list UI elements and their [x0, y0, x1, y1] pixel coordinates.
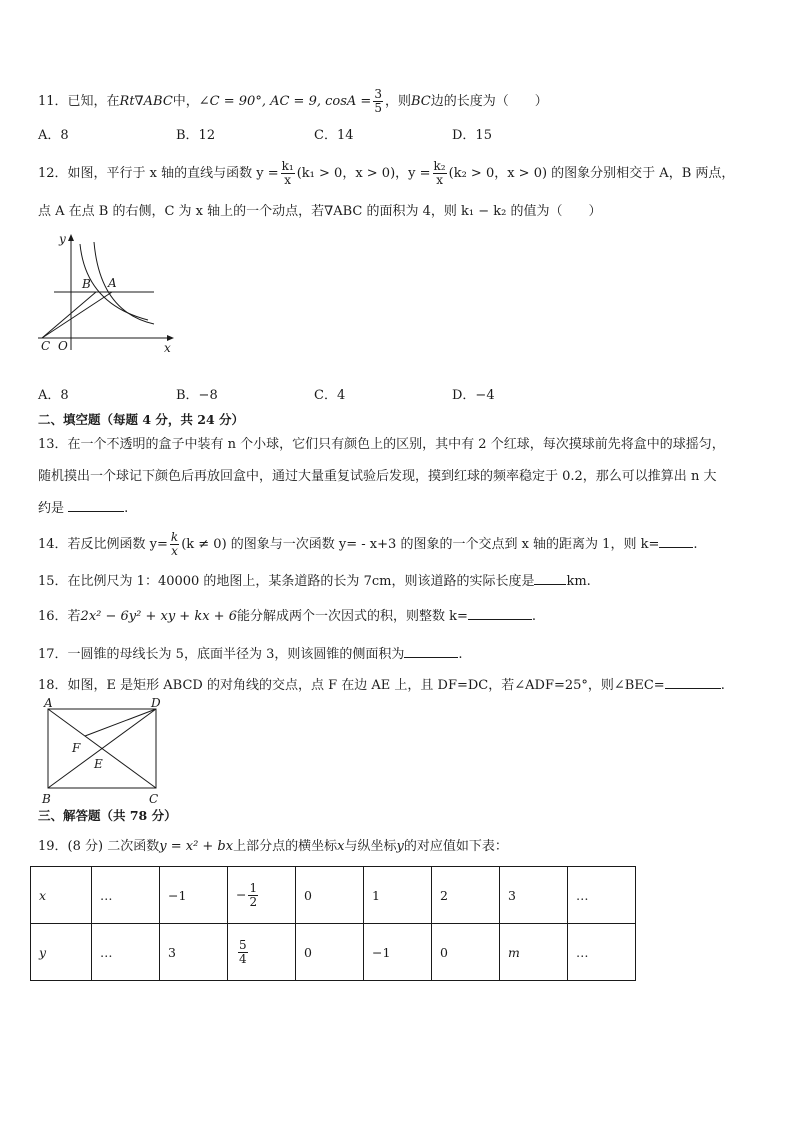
q12-fraction-2 [433, 160, 447, 187]
q17-end: . [458, 647, 463, 662]
q12-curve-k1 [94, 242, 154, 324]
q11-condition: ∠C = 90°, AC = 9, cosA = [198, 94, 372, 109]
q19-d: 的对应值如下表： [403, 839, 508, 854]
q11-triangle: Rt∇ABC [119, 94, 173, 109]
q19-x-cell: … [92, 867, 160, 924]
q11-stem [38, 88, 548, 115]
q13-line1: 13．在一个不透明的盒子中装有 n 个小球，它们只有颜色上的区别，其中有 2 个红球，每次摸球前先将盒中的球摇匀， [38, 437, 725, 452]
q19-row-x [31, 867, 636, 924]
q19-y-fraction [238, 939, 248, 966]
q18-end: . [720, 678, 725, 693]
q18-segment-df [85, 709, 156, 736]
q19-x-label: x [31, 867, 92, 924]
q12-f2-den: x [436, 173, 443, 187]
q12-figure [36, 232, 186, 357]
q11-fraction [373, 88, 383, 115]
q19-expression: y = x² + bx [159, 839, 234, 854]
q19-x-cell: 0 [296, 867, 364, 924]
q16-answer-blank[interactable] [468, 607, 532, 620]
q19-x-cell: … [568, 867, 636, 924]
q19-y-frac-num: 5 [239, 937, 247, 952]
q12-label-c: C [41, 339, 51, 353]
q16-expression: 2x² − 6y² + xy + kx + 6 [80, 609, 237, 624]
q12-line1-c: (k₂ > 0，x > 0) 的图象分别相交于 A，B 两点， [448, 166, 735, 181]
q19-b: 上部分点的横坐标 [233, 839, 338, 854]
q19-y-cell: … [568, 924, 636, 981]
q12-label-y: y [59, 232, 66, 246]
q16-b: 能分解成两个一次因式的积，则整数 k= [236, 609, 468, 624]
q19-x-frac-den: 2 [249, 894, 258, 909]
q15-stem [38, 572, 591, 591]
q19-y-frac-den: 4 [239, 951, 247, 966]
q18-label-c: C [149, 792, 159, 806]
q18-label-f: F [72, 741, 81, 755]
q19-y-cell: 0 [432, 924, 500, 981]
q19-x-cell: 1 [364, 867, 432, 924]
q18-stem [38, 676, 725, 695]
q12-label-b: B [82, 277, 91, 291]
q12-segment-cb [42, 292, 96, 338]
q13-line3-text: 约是 [38, 501, 65, 516]
q12-stem-line2: 点 A 在点 B 的右侧，C 为 x 轴上的一个动点，若∇ABC 的面积为 4，则 k₁ − k₂ 的值为（ ） [38, 204, 602, 219]
q12-fraction-1 [281, 160, 295, 187]
section-fill-in-blank-heading: 二、填空题（每题 4 分，共 24 分） [38, 412, 245, 427]
q12-option-d: D．−4 [452, 388, 495, 403]
q11-option-c: C．14 [314, 128, 354, 143]
q12-label-x: x [164, 341, 171, 355]
q14-stem [38, 531, 697, 558]
q11-bc: BC [410, 94, 431, 109]
q19-x-cell: 2 [432, 867, 500, 924]
q19-stem [38, 838, 508, 856]
q12-stem-line1 [38, 160, 734, 187]
q19-row-y [31, 924, 636, 981]
section-solution-heading: 三、解答题（共 78 分） [38, 808, 177, 823]
q14-num: k [170, 530, 179, 544]
q14-answer-blank[interactable] [659, 535, 693, 548]
q19-x-neg-sign: − [236, 886, 247, 902]
q13-answer-blank[interactable] [68, 499, 124, 512]
q12-f1-den: x [284, 173, 292, 187]
q19-x-frac-num: 1 [249, 880, 258, 895]
q12-segment-ca [42, 292, 112, 338]
q11-option-b: B．12 [176, 128, 216, 143]
q11-option-a: A．8 [38, 128, 69, 143]
q19-x-cell-fraction [228, 867, 296, 924]
q19-y-cell: 0 [296, 924, 364, 981]
q12-line1-b: (k₁ > 0，x > 0)，y = [296, 166, 431, 181]
q14-den: x [171, 544, 178, 558]
q11-option-d: D．15 [452, 128, 492, 143]
q11-den: 5 [374, 101, 382, 115]
q17-stem [38, 645, 463, 664]
q19-y-cell: −1 [364, 924, 432, 981]
q19-y-cell-fraction [228, 924, 296, 981]
q17-a: 17．一圆锥的母线长为 5，底面半径为 3，则该圆锥的侧面积为 [38, 647, 405, 662]
q13-line3 [38, 499, 128, 518]
q11-pre: 11．已知，在 [38, 94, 120, 109]
q12-label-a: A [108, 276, 117, 290]
q19-x-var: x [337, 839, 345, 854]
q19-value-table [30, 866, 636, 981]
q11-mid: 中， [172, 94, 199, 109]
q13-line2: 随机摸出一个球记下颜色后再放回盒中，通过大量重复试验后发现，摸到红球的频率稳定于 0.2，那么可以推算出 n 大 [38, 469, 717, 484]
q12-label-o: O [58, 339, 68, 353]
q13-end: . [124, 501, 129, 516]
q16-stem [38, 607, 536, 626]
q16-end: . [531, 609, 537, 624]
q12-line1-a: 12．如图，平行于 x 轴的直线与函数 y = [38, 166, 279, 181]
q14-end: . [693, 537, 698, 552]
q19-y-var: y [396, 839, 404, 854]
q14-a: 14．若反比例函数 y= [38, 537, 168, 552]
q18-label-b: B [42, 792, 51, 806]
q19-c: 与纵坐标 [344, 839, 397, 854]
q17-answer-blank[interactable] [404, 645, 458, 658]
q19-x-cell: −1 [160, 867, 228, 924]
q14-b: (k ≠ 0) 的图象与一次函数 y= - x+3 的图象的一个交点到 x 轴的距离为 1，则 k= [181, 537, 660, 552]
q11-post: ，则 [384, 94, 411, 109]
q11-tail: 边的长度为（ ） [430, 94, 548, 109]
q12-y-arrow [68, 234, 74, 241]
q19-y-cell: 3 [160, 924, 228, 981]
q18-answer-blank[interactable] [665, 676, 721, 689]
q18-rectangle-figure [38, 696, 168, 808]
q11-num: 3 [374, 87, 382, 101]
q12-option-a: A．8 [38, 388, 69, 403]
q16-a: 16．若 [38, 609, 81, 624]
q14-fraction [170, 531, 179, 558]
q18-label-e: E [94, 757, 103, 771]
q18-label-d: D [151, 696, 161, 710]
q19-y-cell: … [92, 924, 160, 981]
q19-a: 19．(8 分) 二次函数 [38, 839, 160, 854]
q12-f1-num: k₁ [281, 159, 294, 173]
q15-a: 15．在比例尺为 1：40000 的地图上，某条道路的长为 7cm，则该道路的实际长度是 [38, 574, 535, 589]
q12-option-b: B．−8 [176, 388, 218, 403]
q12-option-c: C．4 [314, 388, 346, 403]
q19-y-cell: m [500, 924, 568, 981]
q19-x-cell: 3 [500, 867, 568, 924]
q18-a: 18．如图，E 是矩形 ABCD 的对角线的交点，点 F 在边 AE 上，且 DF=DC，若∠ADF=25°，则∠BEC= [38, 678, 665, 693]
q15-end: km. [566, 574, 591, 589]
q15-answer-blank[interactable] [534, 572, 566, 585]
q12-f2-num: k₂ [433, 159, 446, 173]
q18-label-a: A [44, 696, 53, 710]
q19-y-label: y [31, 924, 92, 981]
q19-x-fraction [248, 882, 258, 909]
